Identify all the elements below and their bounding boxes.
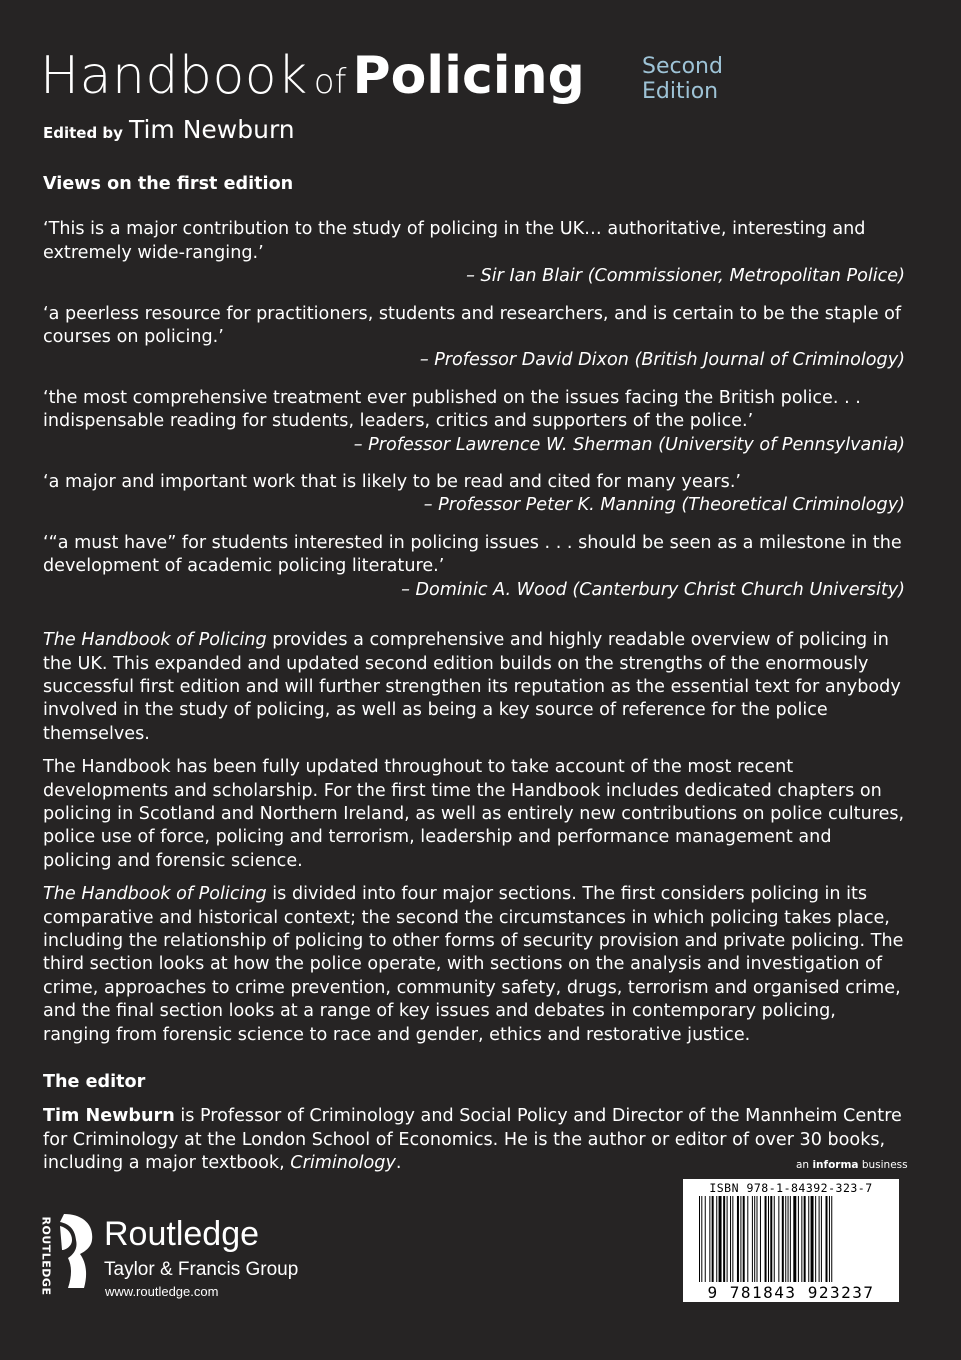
vertical-wordmark-text: ROUTLEDGE <box>39 1216 53 1296</box>
barcode-number: 9 781843 923237 <box>707 1283 875 1302</box>
textbook-title: Criminology <box>290 1153 396 1174</box>
review-attribution: – Dominic A. Wood (Canterbury Christ Church University) <box>401 579 905 600</box>
barcode-icon <box>699 1196 883 1282</box>
informa-business-label <box>796 1159 908 1171</box>
editor-bio-text: is Professor of Criminology and Social Policy and Director of the Mannheim Centre for Criminology at the London School of Economics. He is the author or editor of over 30 books, including a major textbook, <box>43 1106 902 1174</box>
review-text: ‘a peerless resource for practitioners, students and researchers, and is certain to be the staple of courses on policing.’ <box>43 303 902 348</box>
description-paragraph-1 <box>43 629 905 746</box>
edited-by-label: Edited by <box>43 124 123 142</box>
review-text: ‘This is a major contribution to the study of policing in the UK… authoritative, interesting and extremely wide-ranging.’ <box>43 219 866 263</box>
editor-name: Tim Newburn <box>128 115 295 144</box>
reviews-heading: Views on the first edition <box>43 174 294 194</box>
editor-bio-end: . <box>395 1153 402 1174</box>
title-of: of <box>313 62 347 102</box>
publisher-group: Taylor & Francis Group <box>104 1259 299 1280</box>
isbn-text: ISBN 978-1-84392-323-7 <box>709 1181 873 1195</box>
informa-pre: an <box>796 1159 813 1171</box>
review-text: ‘“a must have” for students interested in policing issues . . . should be seen as a milestone in the development of academic policing literature.’ <box>43 532 902 577</box>
edition-line-2: Edition <box>642 79 719 104</box>
routledge-vertical-wordmark <box>36 1216 56 1296</box>
review-quote <box>43 218 905 288</box>
review-quote <box>43 303 905 373</box>
edition-line-1: Second <box>642 54 723 79</box>
title-handbook: Handbook <box>40 46 308 106</box>
review-quote <box>43 471 905 518</box>
isbn-barcode <box>683 1179 899 1302</box>
review-text: ‘a major and important work that is likely to be read and cited for many years.’ <box>43 472 742 493</box>
back-cover-text <box>43 173 905 1176</box>
review-quote <box>43 387 905 457</box>
routledge-head-icon <box>56 1212 98 1290</box>
book-title-italic: The Handbook of Policing <box>43 630 267 651</box>
informa-post: business <box>858 1159 908 1171</box>
review-attribution: – Professor David Dixon (British Journal of Criminology) <box>419 350 905 371</box>
review-text: ‘the most comprehensive treatment ever published on the issues facing the British police. . . indispensable reading for students, leaders, critics and supporters of the police.’ <box>43 387 861 432</box>
paragraph-text: is divided into four major sections. The first considers policing in its comparative and historical context; the second the circumstances in which policing takes place, including the relationship of policing to other forms of security provision and private policing. The third section looks at how the police operate, with sections on the analysis and investigation of crime, approaches to crime prevention, community safety, drugs, terrorism and organised crime, and the final section looks at a range of key issues and debates in contemporary policing, ranging from forensic science to race and gender, ethics and restorative justice. <box>43 884 904 1045</box>
review-attribution: – Sir Ian Blair (Commissioner, Metropolitan Police) <box>466 266 905 287</box>
review-attribution: – Professor Peter K. Manning (Theoretical Criminology) <box>423 495 905 516</box>
paragraph-text: provides a comprehensive and highly readable overview of policing in the UK. This expanded and updated second edition builds on the strengths of the enormously successful first edition and will further strengthen its reputation as the essential text for anybody involved in the study of policing, as well as being a key source of reference for the police themselves. <box>43 630 901 744</box>
publisher-name: Routledge <box>104 1215 260 1253</box>
edition-label <box>642 54 723 104</box>
editor-bio-name: Tim Newburn <box>43 1106 175 1127</box>
title-policing: Policing <box>352 46 585 106</box>
book-title <box>40 46 585 106</box>
publisher-url: www.routledge.com <box>105 1284 219 1299</box>
review-attribution: – Professor Lawrence W. Sherman (University of Pennsylvania) <box>353 434 905 455</box>
description-paragraph-2: The Handbook has been fully updated throughout to take account of the most recent developments and scholarship. For the first time the Handbook includes dedicated chapters on policing in Scotland and Northern Ireland, as well as entirely new contributions on police cultures, police use of force, policing and terrorism, leadership and performance management and policing and forensic science. <box>43 757 905 871</box>
review-quote <box>43 532 905 602</box>
editor-heading: The editor <box>43 1072 146 1092</box>
description-paragraph-3 <box>43 883 905 1047</box>
informa-brand: informa <box>812 1159 859 1171</box>
editor-line <box>43 115 295 144</box>
book-title-italic: The Handbook of Policing <box>43 884 267 905</box>
editor-bio <box>43 1105 905 1175</box>
